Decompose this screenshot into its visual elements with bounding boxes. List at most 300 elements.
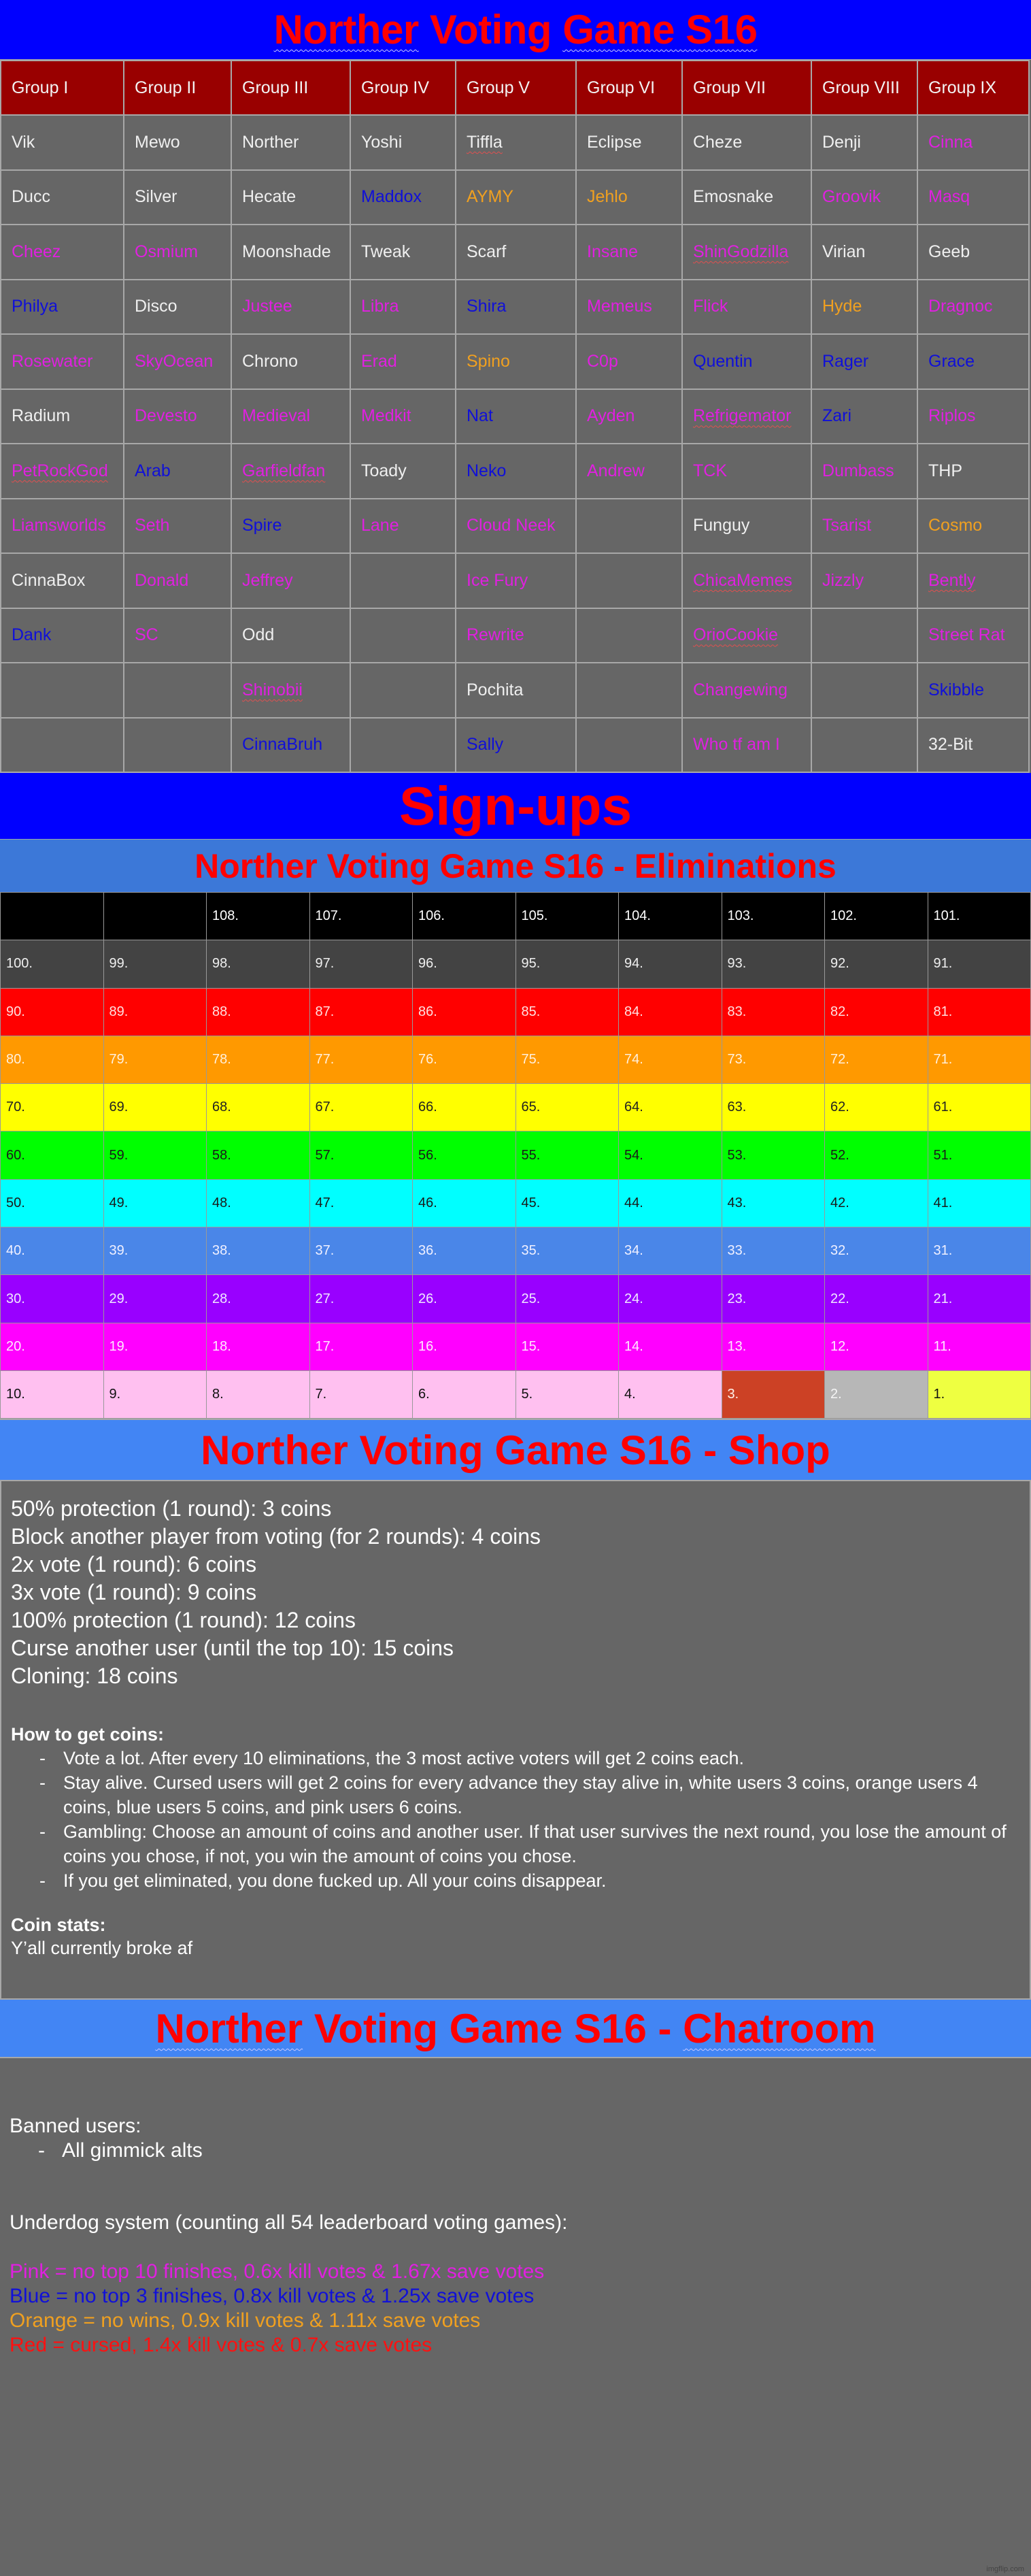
elimination-row (1, 1036, 1031, 1083)
groups-table (0, 60, 1030, 773)
elimination-slot: 53. (722, 1132, 825, 1179)
elimination-slot: 106. (413, 893, 516, 940)
player-name: Eclipse (587, 132, 642, 152)
group-cell (917, 499, 1029, 554)
player-name: Grace (928, 351, 975, 371)
player-name: Erad (361, 351, 397, 371)
group-header: Group II (124, 61, 231, 115)
player-name: Who tf am I (693, 735, 780, 755)
group-cell (350, 553, 456, 608)
group-row (1, 553, 1029, 608)
underdog-rule: Pink = no top 10 finishes, 0.6x kill votes & 1.67x save votes (10, 2260, 545, 2283)
player-name: CinnaBruh (242, 735, 323, 755)
eliminations-title: Norther Voting Game S16 - Eliminations (195, 846, 836, 885)
group-cell (682, 170, 811, 225)
group-cell (1, 225, 124, 280)
elimination-slot: 33. (722, 1227, 825, 1275)
shop-body (0, 1481, 1031, 1998)
elimination-slot: 67. (309, 1084, 413, 1132)
group-cell (124, 334, 231, 389)
elimination-slot: 43. (722, 1179, 825, 1227)
elimination-row (1, 1323, 1031, 1370)
shop-header (0, 1419, 1031, 1481)
elimination-slot: 69. (103, 1084, 207, 1132)
group-cell (576, 334, 682, 389)
group-cell (1, 663, 124, 718)
group-cell (682, 444, 811, 499)
how-to-get-coins-item: - If you get eliminated, you done fucked up. All your coins disappear. (11, 1868, 1020, 1893)
group-cell (456, 170, 576, 225)
group-header: Group V (456, 61, 576, 115)
group-cell (576, 115, 682, 170)
group-cell (456, 553, 576, 608)
underdog-rule: Blue = no top 3 finishes, 0.8x kill votes & 1.25x save votes (10, 2285, 535, 2308)
elimination-slot: 56. (413, 1132, 516, 1179)
group-cell (917, 170, 1029, 225)
player-name: Shinobii (242, 680, 303, 699)
elimination-slot: 60. (1, 1132, 104, 1179)
group-cell (124, 499, 231, 554)
player-name: Lane (361, 516, 399, 535)
elimination-slot: 83. (722, 988, 825, 1036)
player-name: Silver (135, 187, 178, 207)
underdog-heading: Underdog system (counting all 54 leaderboard voting games): (10, 2211, 568, 2234)
group-header: Group IV (350, 61, 456, 115)
player-name: ShinGodzilla (693, 242, 789, 261)
player-name: Vik (12, 132, 35, 152)
elimination-row (1, 1275, 1031, 1323)
elimination-slot: 95. (516, 940, 619, 988)
shop-title: Norther Voting Game S16 - Shop (201, 1427, 830, 1473)
elimination-slot: 104. (619, 893, 722, 940)
elimination-slot: 24. (619, 1275, 722, 1323)
player-name: SC (135, 625, 158, 645)
watermark: imgflip.com (986, 2565, 1024, 2573)
group-cell (456, 389, 576, 444)
player-name: Yoshi (361, 132, 403, 152)
group-cell (811, 280, 917, 335)
elimination-slot: 58. (207, 1132, 310, 1179)
main-title-bar (0, 0, 1031, 60)
elimination-slot: 14. (619, 1323, 722, 1370)
elimination-slot: 29. (103, 1275, 207, 1323)
signups-title: Sign-ups (399, 775, 632, 836)
elimination-slot: 20. (1, 1323, 104, 1370)
group-cell (811, 499, 917, 554)
how-to-get-coins-item: - Gambling: Choose an amount of coins and another user. If that user survives the next round, you lose the amount of coins you chose, if not, you win the amount of coins you chose. (11, 1819, 1020, 1868)
player-name: Libra (361, 297, 399, 316)
group-row (1, 334, 1029, 389)
player-name: Rewrite (467, 625, 524, 645)
group-cell (576, 170, 682, 225)
elimination-row (1, 1084, 1031, 1132)
player-name: ChicaMemes (693, 570, 792, 590)
group-row (1, 280, 1029, 335)
player-name: Pochita (467, 680, 524, 699)
banned-users-heading: Banned users: (10, 2115, 141, 2138)
how-to-get-coins-item: - Stay alive. Cursed users will get 2 coins for every advance they stay alive in, white users 3 coins, orange users 4 coins, blue users 5 coins, and pink users 6 coins. (11, 1770, 1020, 1819)
elimination-slot: 19. (103, 1323, 207, 1370)
player-name: Jehlo (587, 187, 628, 207)
player-name: Dank (12, 625, 52, 645)
group-header: Group VI (576, 61, 682, 115)
player-name: Shira (467, 297, 507, 316)
group-cell (350, 444, 456, 499)
player-name: Maddox (361, 187, 422, 207)
group-cell (231, 170, 350, 225)
group-cell (811, 389, 917, 444)
player-name: Sally (467, 735, 504, 755)
group-cell (231, 225, 350, 280)
group-row (1, 444, 1029, 499)
player-name: Toady (361, 461, 407, 480)
player-name: Norther (242, 132, 299, 152)
elimination-slot: 92. (825, 940, 928, 988)
group-cell (456, 499, 576, 554)
player-name: Rager (822, 351, 869, 371)
group-cell (456, 608, 576, 663)
elimination-slot: 15. (516, 1323, 619, 1370)
group-cell (350, 170, 456, 225)
signups-banner (0, 773, 1031, 839)
elimination-row (1, 1179, 1031, 1227)
group-cell (350, 115, 456, 170)
elimination-slot: 82. (825, 988, 928, 1036)
group-cell (231, 334, 350, 389)
elimination-slot: 71. (928, 1036, 1031, 1083)
elimination-slot: 100. (1, 940, 104, 988)
elimination-slot: 86. (413, 988, 516, 1036)
group-cell (682, 389, 811, 444)
elimination-slot: 77. (309, 1036, 413, 1083)
player-name: Cloud Neek (467, 516, 556, 535)
elimination-slot: 8. (207, 1370, 310, 1418)
player-name: Tsarist (822, 516, 872, 535)
elimination-slot: 4. (619, 1370, 722, 1418)
group-cell (1, 499, 124, 554)
elimination-row (1, 1227, 1031, 1275)
group-row (1, 170, 1029, 225)
elimination-slot: 70. (1, 1084, 104, 1132)
group-cell (350, 334, 456, 389)
player-name: Bently (928, 570, 976, 590)
player-name: Garfieldfan (242, 461, 326, 480)
group-cell (576, 718, 682, 773)
player-name: Quentin (693, 351, 753, 371)
elimination-slot: 103. (722, 893, 825, 940)
group-cell (811, 225, 917, 280)
player-name: Riplos (928, 406, 976, 426)
group-cell (231, 718, 350, 773)
group-cell (231, 389, 350, 444)
elimination-slot: 99. (103, 940, 207, 988)
player-name: PetRockGod (12, 461, 108, 480)
shop-item: 100% protection (1 round): 12 coins (11, 1608, 356, 1633)
player-name: Arab (135, 461, 171, 480)
player-name: 32-Bit (928, 735, 973, 755)
chatroom-title: Norther Voting Game S16 - Chatroom (155, 2005, 876, 2051)
elimination-row (1, 1132, 1031, 1179)
group-cell (456, 280, 576, 335)
underdog-rule: Red = cursed, 1.4x kill votes & 0.7x save votes (10, 2334, 433, 2357)
group-cell (576, 553, 682, 608)
group-cell (231, 499, 350, 554)
player-name: Ducc (12, 187, 50, 207)
elimination-slot: 18. (207, 1323, 310, 1370)
elimination-slot: 34. (619, 1227, 722, 1275)
player-name: Chrono (242, 351, 298, 371)
player-name: Cheze (693, 132, 743, 152)
group-cell (682, 280, 811, 335)
elimination-slot: 72. (825, 1036, 928, 1083)
elimination-slot: 91. (928, 940, 1031, 988)
player-name: Mewo (135, 132, 180, 152)
player-name: Scarf (467, 242, 507, 261)
player-name: Emosnake (693, 187, 774, 207)
group-cell (1, 389, 124, 444)
group-cell (1, 170, 124, 225)
player-name: Donald (135, 570, 189, 590)
group-cell (811, 553, 917, 608)
group-cell (350, 608, 456, 663)
elimination-slot: 90. (1, 988, 104, 1036)
elimination-slot: 102. (825, 893, 928, 940)
elimination-slot: 5. (516, 1370, 619, 1418)
group-cell (682, 608, 811, 663)
group-cell (682, 553, 811, 608)
elimination-slot: 22. (825, 1275, 928, 1323)
elimination-slot: 81. (928, 988, 1031, 1036)
group-row (1, 115, 1029, 170)
group-cell (576, 444, 682, 499)
elimination-slot: 75. (516, 1036, 619, 1083)
elimination-slot: 26. (413, 1275, 516, 1323)
group-cell (811, 718, 917, 773)
elimination-slot: 11. (928, 1323, 1031, 1370)
elimination-slot: 65. (516, 1084, 619, 1132)
elimination-slot: 87. (309, 988, 413, 1036)
group-cell (811, 115, 917, 170)
elimination-slot: 84. (619, 988, 722, 1036)
player-name: Justee (242, 297, 292, 316)
group-cell (231, 444, 350, 499)
how-to-get-coins-list (11, 1746, 1020, 1893)
player-name: Cinna (928, 132, 973, 152)
player-name: Memeus (587, 297, 652, 316)
player-name: Changewing (693, 680, 788, 699)
elimination-slot: 105. (516, 893, 619, 940)
group-cell (231, 280, 350, 335)
elimination-slot: 40. (1, 1227, 104, 1275)
group-cell (576, 608, 682, 663)
player-name: Rosewater (12, 351, 93, 371)
player-name: Spire (242, 516, 282, 535)
group-cell (682, 115, 811, 170)
elimination-slot: 16. (413, 1323, 516, 1370)
player-name: Radium (12, 406, 71, 426)
player-name: C0p (587, 351, 618, 371)
group-cell (917, 444, 1029, 499)
elimination-slot: 94. (619, 940, 722, 988)
elimination-slot: 62. (825, 1084, 928, 1132)
coin-stats-text: Y’all currently broke af (11, 1938, 193, 1959)
group-row (1, 499, 1029, 554)
elimination-slot: 10. (1, 1370, 104, 1418)
group-cell (917, 225, 1029, 280)
group-cell (682, 334, 811, 389)
main-title: Norther Voting Game S16 (273, 7, 758, 52)
elimination-slot: 51. (928, 1132, 1031, 1179)
player-name: Refrigemator (693, 406, 792, 426)
elimination-slot: 61. (928, 1084, 1031, 1132)
elimination-slot: 2. (825, 1370, 928, 1418)
elimination-slot: 7. (309, 1370, 413, 1418)
player-name: Jeffrey (242, 570, 293, 590)
group-cell (350, 499, 456, 554)
group-cell (576, 225, 682, 280)
group-cell (231, 553, 350, 608)
elimination-slot: 54. (619, 1132, 722, 1179)
group-cell (350, 718, 456, 773)
player-name: Neko (467, 461, 507, 480)
group-cell (917, 663, 1029, 718)
player-name: Disco (135, 297, 178, 316)
elimination-slot: 41. (928, 1179, 1031, 1227)
shop-item-list (11, 1495, 1020, 1690)
elimination-slot: 64. (619, 1084, 722, 1132)
group-cell (811, 170, 917, 225)
group-row (1, 718, 1029, 773)
elimination-slot (1, 893, 104, 940)
group-cell (124, 280, 231, 335)
elimination-slot: 98. (207, 940, 310, 988)
group-cell (456, 115, 576, 170)
player-name: Andrew (587, 461, 645, 480)
elimination-slot: 96. (413, 940, 516, 988)
player-name: Odd (242, 625, 275, 645)
group-cell (124, 553, 231, 608)
elimination-slot: 45. (516, 1179, 619, 1227)
elimination-slot: 36. (413, 1227, 516, 1275)
player-name: Street Rat (928, 625, 1005, 645)
elimination-slot: 38. (207, 1227, 310, 1275)
player-name: Nat (467, 406, 493, 426)
player-name: Cheez (12, 242, 61, 261)
group-cell (917, 280, 1029, 335)
underdog-rules (10, 2260, 1021, 2358)
elimination-slot: 12. (825, 1323, 928, 1370)
elimination-slot: 63. (722, 1084, 825, 1132)
player-name: Zari (822, 406, 852, 426)
player-name: Medieval (242, 406, 311, 426)
elimination-slot: 48. (207, 1179, 310, 1227)
group-cell (124, 389, 231, 444)
elimination-slot: 50. (1, 1179, 104, 1227)
player-name: AYMY (467, 187, 513, 207)
group-cell (124, 444, 231, 499)
player-name: Denji (822, 132, 861, 152)
shop-item: Cloning: 18 coins (11, 1664, 178, 1689)
elimination-slot: 89. (103, 988, 207, 1036)
group-cell (1, 608, 124, 663)
shop-item: 50% protection (1 round): 3 coins (11, 1496, 332, 1521)
elimination-slot: 17. (309, 1323, 413, 1370)
coin-stats-heading: Coin stats: (11, 1915, 106, 1936)
group-cell (231, 115, 350, 170)
group-cell (576, 389, 682, 444)
player-name: Hecate (242, 187, 297, 207)
group-cell (682, 663, 811, 718)
group-cell (1, 718, 124, 773)
player-name: Jizzly (822, 570, 864, 590)
elimination-slot: 68. (207, 1084, 310, 1132)
banned-users-list (10, 2139, 1021, 2163)
elimination-row (1, 1370, 1031, 1418)
group-cell (350, 280, 456, 335)
group-cell (917, 115, 1029, 170)
elimination-slot: 49. (103, 1179, 207, 1227)
group-header: Group III (231, 61, 350, 115)
group-cell (231, 608, 350, 663)
group-cell (1, 280, 124, 335)
group-cell (456, 444, 576, 499)
player-name: Seth (135, 516, 170, 535)
group-cell (124, 663, 231, 718)
elimination-slot: 42. (825, 1179, 928, 1227)
group-header: Group I (1, 61, 124, 115)
group-cell (682, 225, 811, 280)
group-cell (682, 499, 811, 554)
player-name: Groovik (822, 187, 881, 207)
elimination-slot: 6. (413, 1370, 516, 1418)
player-name: Cosmo (928, 516, 983, 535)
player-name: Devesto (135, 406, 197, 426)
elimination-slot: 88. (207, 988, 310, 1036)
player-name: Ice Fury (467, 570, 528, 590)
underdog-rule: Orange = no wins, 0.9x kill votes & 1.11x save votes (10, 2309, 481, 2332)
group-cell (811, 444, 917, 499)
group-cell (124, 608, 231, 663)
player-name: THP (928, 461, 962, 480)
elimination-slot: 101. (928, 893, 1031, 940)
elimination-slot: 9. (103, 1370, 207, 1418)
player-name: Skibble (928, 680, 984, 699)
eliminations-header (0, 839, 1031, 892)
banned-user-item: - All gimmick alts (10, 2139, 1021, 2163)
group-row (1, 608, 1029, 663)
elimination-slot: 30. (1, 1275, 104, 1323)
elimination-slot: 85. (516, 988, 619, 1036)
group-row (1, 225, 1029, 280)
group-cell (124, 718, 231, 773)
elimination-slot: 108. (207, 893, 310, 940)
elimination-slot: 57. (309, 1132, 413, 1179)
group-cell (124, 115, 231, 170)
elimination-row (1, 988, 1031, 1036)
how-to-get-coins-item: - Vote a lot. After every 10 eliminations, the 3 most active voters will get 2 coins each. (11, 1746, 1020, 1770)
group-cell (1, 334, 124, 389)
group-cell (917, 334, 1029, 389)
elimination-slot: 78. (207, 1036, 310, 1083)
elimination-slot: 1. (928, 1370, 1031, 1418)
groups-header-row (1, 61, 1029, 115)
player-name: Tweak (361, 242, 411, 261)
group-header: Group VII (682, 61, 811, 115)
chatroom-header (0, 1998, 1031, 2058)
player-name: Spino (467, 351, 510, 371)
elimination-slot: 23. (722, 1275, 825, 1323)
player-name: Dumbass (822, 461, 894, 480)
